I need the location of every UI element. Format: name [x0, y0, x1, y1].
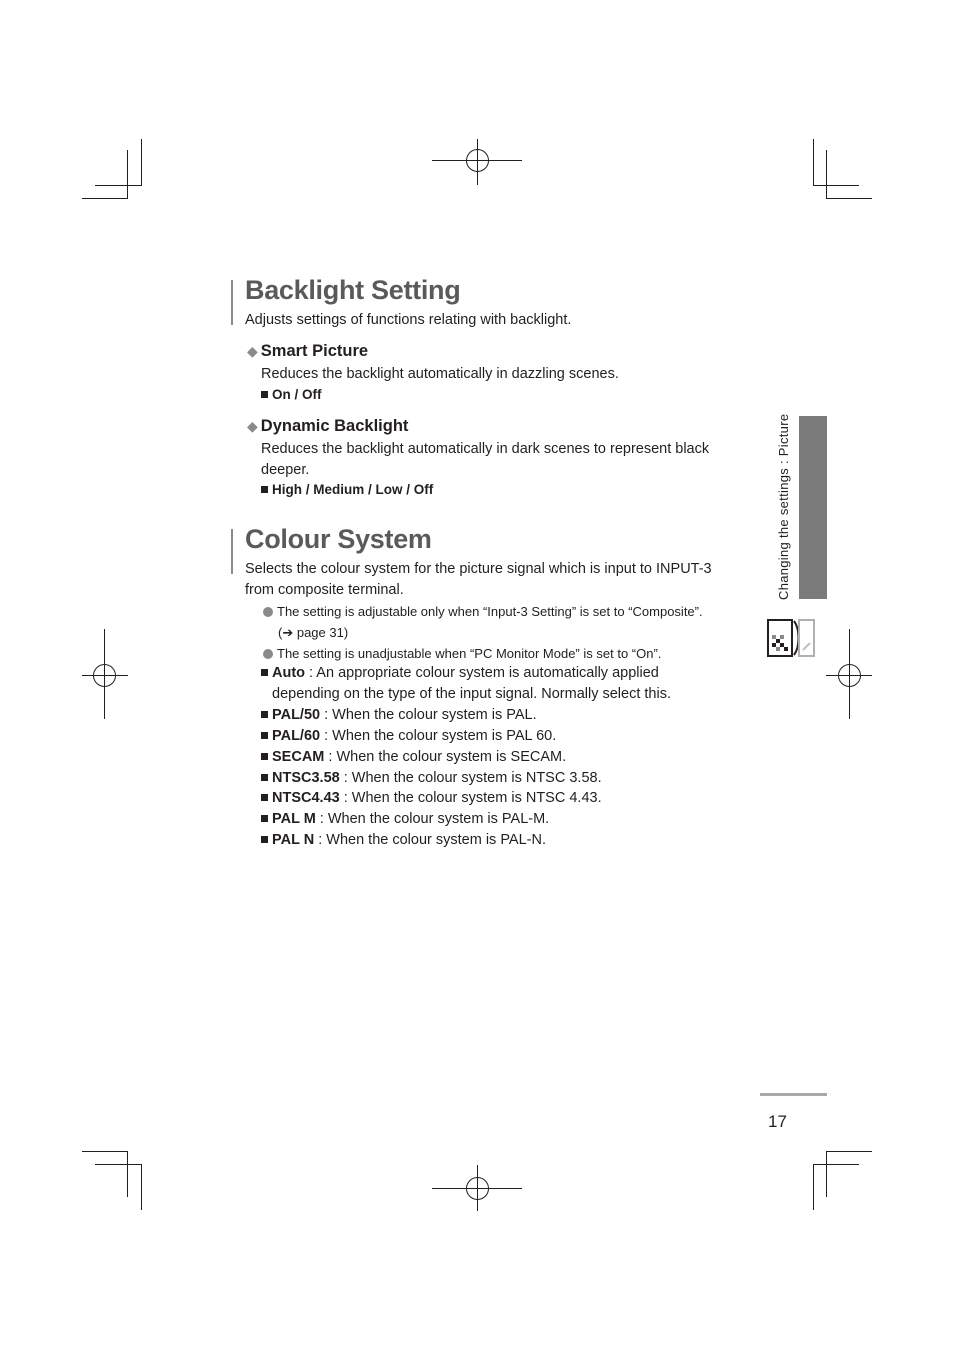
dynamic-backlight-text-1: Reduces the backlight automatically in dark scenes to represent black	[261, 441, 710, 457]
smart-picture-label: Smart Picture	[260, 342, 369, 360]
colour-note-2-text: The setting is unadjustable when “PC Monitor Mode” is set to “On”.	[277, 646, 662, 661]
colour-option-pal50	[261, 705, 537, 726]
colour-note-1	[263, 604, 703, 619]
square-bullet-icon	[261, 815, 268, 822]
option-text: : When the colour system is NTSC 3.58.	[339, 770, 602, 786]
square-bullet-icon	[261, 669, 268, 676]
option-text: : When the colour system is NTSC 4.43.	[339, 790, 602, 806]
dynamic-backlight-label: Dynamic Backlight	[260, 417, 409, 435]
square-bullet-icon	[261, 794, 268, 801]
circle-bullet-icon	[263, 607, 273, 617]
option-text: : When the colour system is SECAM.	[324, 749, 567, 765]
dynamic-backlight-heading	[247, 417, 408, 436]
diamond-bullet-icon: ◆	[247, 418, 258, 434]
backlight-title: Backlight Setting	[245, 275, 461, 305]
colour-note-2	[263, 646, 661, 661]
option-text: : An appropriate colour system is automatically applied	[305, 665, 659, 681]
option-name: PAL M	[272, 811, 316, 827]
dynamic-backlight-text-2: deeper.	[261, 462, 310, 478]
colour-option-auto-text-2: depending on the type of the input signal. Normally select this.	[272, 686, 671, 702]
option-name: Auto	[272, 665, 306, 681]
page-number: 17	[768, 1112, 787, 1131]
option-name: NTSC4.43	[272, 790, 340, 806]
option-name: PAL N	[272, 832, 315, 848]
option-text: : When the colour system is PAL-M.	[315, 811, 550, 827]
dynamic-backlight-options-text: High / Medium / Low / Off	[272, 482, 434, 497]
option-name: PAL/60	[272, 728, 321, 744]
colour-system-title: Colour System	[245, 524, 432, 554]
colour-option-auto	[261, 663, 659, 684]
page-number-rule	[760, 1093, 827, 1096]
colour-option-paln	[261, 830, 546, 851]
diamond-bullet-icon: ◆	[247, 343, 258, 359]
smart-picture-heading	[247, 342, 368, 361]
colour-option-ntsc443	[261, 788, 602, 809]
square-bullet-icon	[261, 753, 268, 760]
backlight-description: Adjusts settings of functions relating with backlight.	[245, 312, 572, 328]
square-bullet-icon	[261, 774, 268, 781]
colour-note-1-ref: (➔ page 31)	[278, 625, 349, 640]
colour-system-description-2: from composite terminal.	[245, 582, 404, 598]
square-bullet-icon	[261, 732, 268, 739]
option-name: SECAM	[272, 749, 325, 765]
option-name: NTSC3.58	[272, 770, 340, 786]
square-bullet-icon	[261, 391, 268, 398]
picture-icon	[767, 617, 817, 659]
colour-option-pal60	[261, 726, 556, 747]
option-text: : When the colour system is PAL.	[320, 707, 537, 723]
circle-bullet-icon	[263, 649, 273, 659]
smart-picture-text: Reduces the backlight automatically in dazzling scenes.	[261, 366, 619, 382]
colour-option-palm	[261, 809, 549, 830]
colour-system-description-1: Selects the colour system for the picture signal which is input to INPUT-3	[245, 561, 712, 577]
square-bullet-icon	[261, 711, 268, 718]
chapter-side-label: Changing the settings : Picture	[776, 413, 791, 600]
section-bar-backlight	[231, 280, 233, 325]
dynamic-backlight-options	[261, 482, 433, 497]
chapter-side-tab	[799, 416, 827, 599]
option-text: : When the colour system is PAL 60.	[320, 728, 557, 744]
colour-note-1-text: The setting is adjustable only when “Input-3 Setting” is set to “Composite”.	[277, 604, 703, 619]
square-bullet-icon	[261, 836, 268, 843]
smart-picture-options-text: On / Off	[272, 387, 322, 402]
smart-picture-options	[261, 387, 322, 402]
colour-option-ntsc358	[261, 768, 602, 789]
option-name: PAL/50	[272, 707, 321, 723]
colour-option-secam	[261, 747, 566, 768]
section-bar-colour	[231, 529, 233, 574]
square-bullet-icon	[261, 486, 268, 493]
option-text: : When the colour system is PAL-N.	[314, 832, 546, 848]
